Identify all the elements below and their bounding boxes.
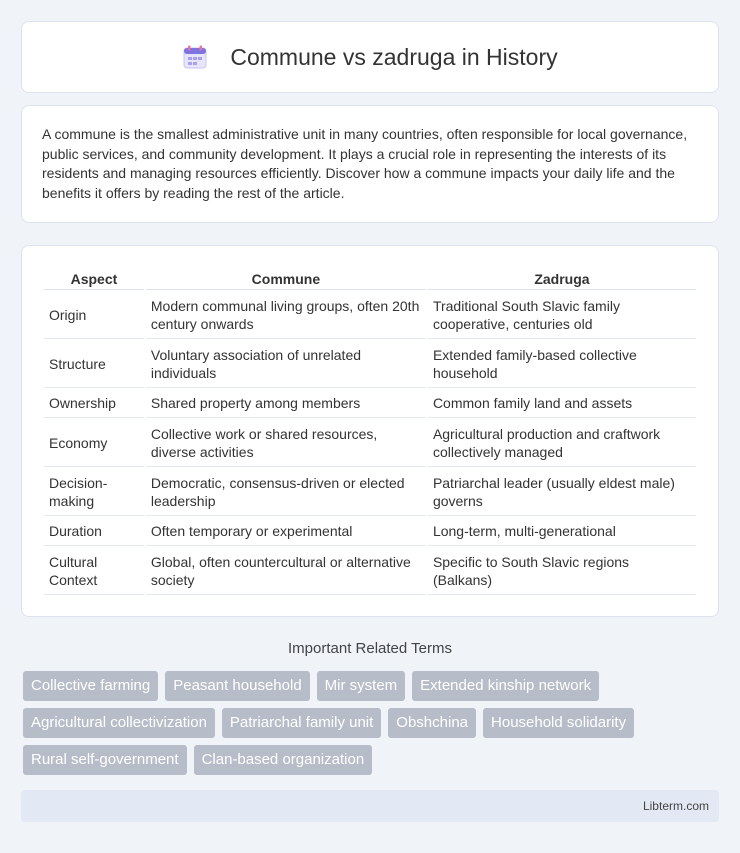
cell-aspect: Decision-making <box>44 468 144 516</box>
cell-commune: Modern communal living groups, often 20th century onwards <box>146 291 426 339</box>
cell-zadruga: Patriarchal leader (usually eldest male) governs <box>428 468 696 516</box>
tag-collective-farming[interactable]: Collective farming <box>23 671 158 701</box>
table-row <box>44 419 696 467</box>
cell-zadruga: Agricultural production and craftwork collectively managed <box>428 419 696 467</box>
cell-zadruga: Long-term, multi-generational <box>428 517 696 546</box>
cell-commune: Voluntary association of unrelated individuals <box>146 340 426 388</box>
tag-clan-based-organization[interactable]: Clan-based organization <box>194 745 373 775</box>
comparison-card <box>21 245 719 617</box>
cell-aspect: Origin <box>44 291 144 339</box>
cell-aspect: Structure <box>44 340 144 388</box>
table-row <box>44 340 696 388</box>
table-row <box>44 389 696 418</box>
calendar-icon <box>182 44 208 70</box>
table-row <box>44 547 696 595</box>
tag-rural-self-government[interactable]: Rural self-government <box>23 745 187 775</box>
cell-commune: Shared property among members <box>146 389 426 418</box>
table-header-row <box>44 267 696 290</box>
title-card <box>21 21 719 93</box>
tag-mir-system[interactable]: Mir system <box>317 671 406 701</box>
cell-commune: Collective work or shared resources, diverse activities <box>146 419 426 467</box>
comparison-table <box>42 266 698 596</box>
tag-household-solidarity[interactable]: Household solidarity <box>483 708 634 738</box>
intro-card <box>21 105 719 223</box>
cell-zadruga: Common family land and assets <box>428 389 696 418</box>
cell-zadruga: Extended family-based collective household <box>428 340 696 388</box>
footer <box>21 790 719 822</box>
cell-aspect: Duration <box>44 517 144 546</box>
tag-agricultural-collectivization[interactable]: Agricultural collectivization <box>23 708 215 738</box>
cell-aspect: Economy <box>44 419 144 467</box>
tag-patriarchal-family-unit[interactable]: Patriarchal family unit <box>222 708 381 738</box>
related-terms-title: Important Related Terms <box>288 640 452 657</box>
cell-zadruga: Specific to South Slavic regions (Balkans) <box>428 547 696 595</box>
cell-commune: Democratic, consensus-driven or elected leadership <box>146 468 426 516</box>
header-aspect: Aspect <box>44 267 144 290</box>
tag-peasant-household[interactable]: Peasant household <box>165 671 309 701</box>
tag-obshchina[interactable]: Obshchina <box>388 708 476 738</box>
table-row <box>44 291 696 339</box>
intro-text: A commune is the smallest administrative unit in many countries, often responsible for local governance, public services, and community development. It plays a crucial role in representing the interests of its residents and managing resources efficiently. Discover how a commune impacts your daily life and the benefits it offers by reading the rest of the article. <box>42 126 688 201</box>
related-tags <box>23 671 723 775</box>
cell-aspect: Cultural Context <box>44 547 144 595</box>
title-wrap <box>182 44 557 71</box>
cell-commune: Often temporary or experimental <box>146 517 426 546</box>
footer-site-link[interactable]: Libterm.com <box>642 799 709 813</box>
cell-zadruga: Traditional South Slavic family cooperative, centuries old <box>428 291 696 339</box>
cell-commune: Global, often countercultural or alternative society <box>146 547 426 595</box>
table-row <box>44 517 696 546</box>
table-row <box>44 468 696 516</box>
header-commune: Commune <box>146 267 426 290</box>
cell-aspect: Ownership <box>44 389 144 418</box>
tag-extended-kinship-network[interactable]: Extended kinship network <box>412 671 599 701</box>
page-title: Commune vs zadruga in History <box>230 43 558 70</box>
header-zadruga: Zadruga <box>428 267 696 290</box>
